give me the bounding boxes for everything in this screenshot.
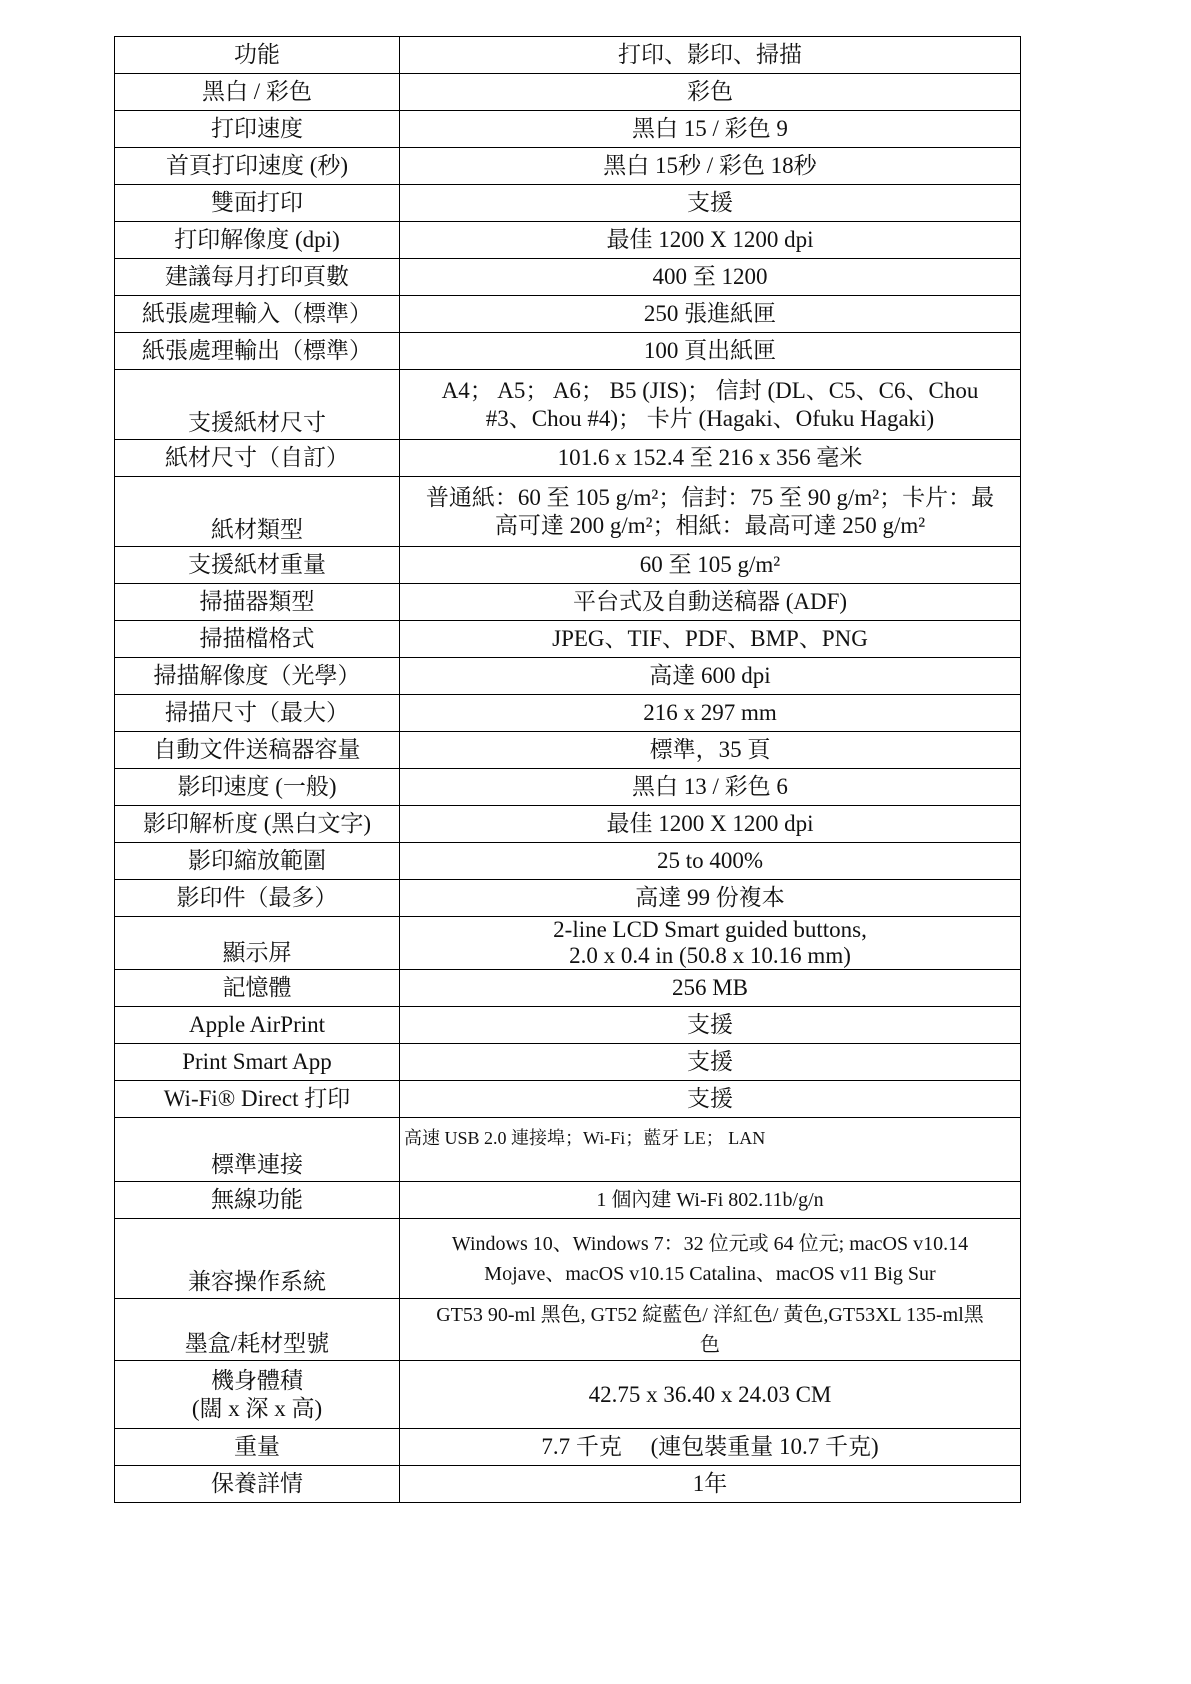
- value-line: 高可達 200 g/m²；相紙：最高可達 250 g/m²: [494, 512, 926, 538]
- table-row: [115, 1361, 1021, 1429]
- table-row: [115, 732, 1021, 769]
- row-label: 黑白 / 彩色: [115, 74, 400, 111]
- label-line: (闊 x 深 x 高): [191, 1395, 323, 1421]
- row-value: [400, 1299, 1021, 1361]
- table-row: [115, 477, 1021, 547]
- row-label: 功能: [115, 37, 400, 74]
- row-label: Print Smart App: [115, 1044, 400, 1081]
- table-row: [115, 111, 1021, 148]
- row-value: 1年: [400, 1466, 1021, 1503]
- table-row: [115, 259, 1021, 296]
- row-value: 400 至 1200: [400, 259, 1021, 296]
- table-row: [115, 843, 1021, 880]
- row-value: 標準，35 頁: [400, 732, 1021, 769]
- row-label: 墨盒/耗材型號: [115, 1299, 400, 1361]
- row-label: 重量: [115, 1429, 400, 1466]
- value-line: Mojave、macOS v10.15 Catalina、macOS v11 Big Sur: [484, 1262, 936, 1285]
- value-line: 色: [700, 1333, 720, 1356]
- row-value: 支援: [400, 1044, 1021, 1081]
- table-row: [115, 769, 1021, 806]
- row-label: 兼容操作系統: [115, 1219, 400, 1299]
- row-value: 100 頁出紙匣: [400, 333, 1021, 370]
- value-line: Windows 10、Windows 7：32 位元或 64 位元; macOS v10.14: [451, 1232, 969, 1255]
- row-label: 紙材類型: [115, 477, 400, 547]
- table-row: [115, 74, 1021, 111]
- row-value: 支援: [400, 1007, 1021, 1044]
- table-row: [115, 222, 1021, 259]
- row-label: [115, 1361, 400, 1429]
- row-value: 高速 USB 2.0 連接埠；Wi-Fi；藍牙 LE； LAN: [400, 1118, 1021, 1182]
- row-value: [400, 370, 1021, 440]
- row-value: 黑白 15秒 / 彩色 18秒: [400, 148, 1021, 185]
- row-label: 建議每月打印頁數: [115, 259, 400, 296]
- table-row: [115, 440, 1021, 477]
- row-value: [400, 477, 1021, 547]
- table-row: [115, 296, 1021, 333]
- row-label: 支援紙材重量: [115, 547, 400, 584]
- row-label: 掃描檔格式: [115, 621, 400, 658]
- table-row: [115, 148, 1021, 185]
- row-label: Wi-Fi® Direct 打印: [115, 1081, 400, 1118]
- table-row: [115, 695, 1021, 732]
- row-label: 保養詳情: [115, 1466, 400, 1503]
- row-label: 紙張處理輸入（標準）: [115, 296, 400, 333]
- table-row: [115, 370, 1021, 440]
- table-row: [115, 1466, 1021, 1503]
- table-row: [115, 37, 1021, 74]
- row-label: 無線功能: [115, 1182, 400, 1219]
- row-value: 黑白 15 / 彩色 9: [400, 111, 1021, 148]
- table-row: [115, 1299, 1021, 1361]
- row-label: 顯示屏: [115, 917, 400, 970]
- table-row: [115, 1044, 1021, 1081]
- row-value: 高達 99 份複本: [400, 880, 1021, 917]
- row-label: Apple AirPrint: [115, 1007, 400, 1044]
- row-value: 彩色: [400, 74, 1021, 111]
- row-value: [400, 917, 1021, 970]
- row-value: 250 張進紙匣: [400, 296, 1021, 333]
- row-value: 7.7 千克 (連包裝重量 10.7 千克): [400, 1429, 1021, 1466]
- value-line: #3、Chou #4)； 卡片 (Hagaki、Ofuku Hagaki): [485, 405, 935, 431]
- table-row: [115, 1182, 1021, 1219]
- label-line: 機身體積: [211, 1367, 303, 1393]
- row-label: 影印縮放範圍: [115, 843, 400, 880]
- row-value: 216 x 297 mm: [400, 695, 1021, 732]
- table-row: [115, 547, 1021, 584]
- row-value: 平台式及自動送稿器 (ADF): [400, 584, 1021, 621]
- row-label: 打印速度: [115, 111, 400, 148]
- row-value: 支援: [400, 1081, 1021, 1118]
- row-label: 標準連接: [115, 1118, 400, 1182]
- row-value: 黑白 13 / 彩色 6: [400, 769, 1021, 806]
- row-label: 掃描解像度（光學）: [115, 658, 400, 695]
- table-row: [115, 1429, 1021, 1466]
- row-label: 掃描器類型: [115, 584, 400, 621]
- spec-table: [114, 36, 1021, 1503]
- row-value: 256 MB: [400, 970, 1021, 1007]
- row-value: 1 個內建 Wi-Fi 802.11b/g/n: [400, 1182, 1021, 1219]
- row-value: 最佳 1200 X 1200 dpi: [400, 222, 1021, 259]
- row-label: 自動文件送稿器容量: [115, 732, 400, 769]
- row-label: 紙張處理輸出（標準）: [115, 333, 400, 370]
- table-row: [115, 917, 1021, 970]
- table-row: [115, 1081, 1021, 1118]
- row-value: 25 to 400%: [400, 843, 1021, 880]
- table-row: [115, 333, 1021, 370]
- row-label: 影印解析度 (黑白文字): [115, 806, 400, 843]
- row-value: 打印、影印、掃描: [400, 37, 1021, 74]
- value-line: 普通紙：60 至 105 g/m²；信封：75 至 90 g/m²；卡片：最: [425, 484, 995, 510]
- row-value: 支援: [400, 185, 1021, 222]
- row-label: 雙面打印: [115, 185, 400, 222]
- row-value: 60 至 105 g/m²: [400, 547, 1021, 584]
- row-value: 高達 600 dpi: [400, 658, 1021, 695]
- table-row: [115, 1219, 1021, 1299]
- row-label: 記憶體: [115, 970, 400, 1007]
- value-line: A4； A5； A6； B5 (JIS)； 信封 (DL、C5、C6、Chou: [441, 377, 979, 403]
- table-row: [115, 584, 1021, 621]
- value-line: 2-line LCD Smart guided buttons,: [553, 917, 867, 942]
- row-label: 打印解像度 (dpi): [115, 222, 400, 259]
- table-row: [115, 806, 1021, 843]
- row-value: 最佳 1200 X 1200 dpi: [400, 806, 1021, 843]
- row-value: JPEG、TIF、PDF、BMP、PNG: [400, 621, 1021, 658]
- table-row: [115, 880, 1021, 917]
- table-row: [115, 1007, 1021, 1044]
- row-value: 42.75 x 36.40 x 24.03 CM: [400, 1361, 1021, 1429]
- table-row: [115, 621, 1021, 658]
- row-value: 101.6 x 152.4 至 216 x 356 毫米: [400, 440, 1021, 477]
- table-row: [115, 658, 1021, 695]
- table-row: [115, 185, 1021, 222]
- row-label: 支援紙材尺寸: [115, 370, 400, 440]
- row-label: 首頁打印速度 (秒): [115, 148, 400, 185]
- row-label: 掃描尺寸（最大）: [115, 695, 400, 732]
- table-row: [115, 1118, 1021, 1182]
- row-label: 影印速度 (一般): [115, 769, 400, 806]
- row-value: [400, 1219, 1021, 1299]
- value-line: GT53 90-ml 黑色, GT52 綻藍色/ 洋紅色/ 黃色,GT53XL 135-ml黑: [436, 1303, 984, 1326]
- value-line: 2.0 x 0.4 in (50.8 x 10.16 mm): [569, 943, 851, 968]
- table-row: [115, 970, 1021, 1007]
- row-label: 影印件（最多）: [115, 880, 400, 917]
- row-label: 紙材尺寸（自訂）: [115, 440, 400, 477]
